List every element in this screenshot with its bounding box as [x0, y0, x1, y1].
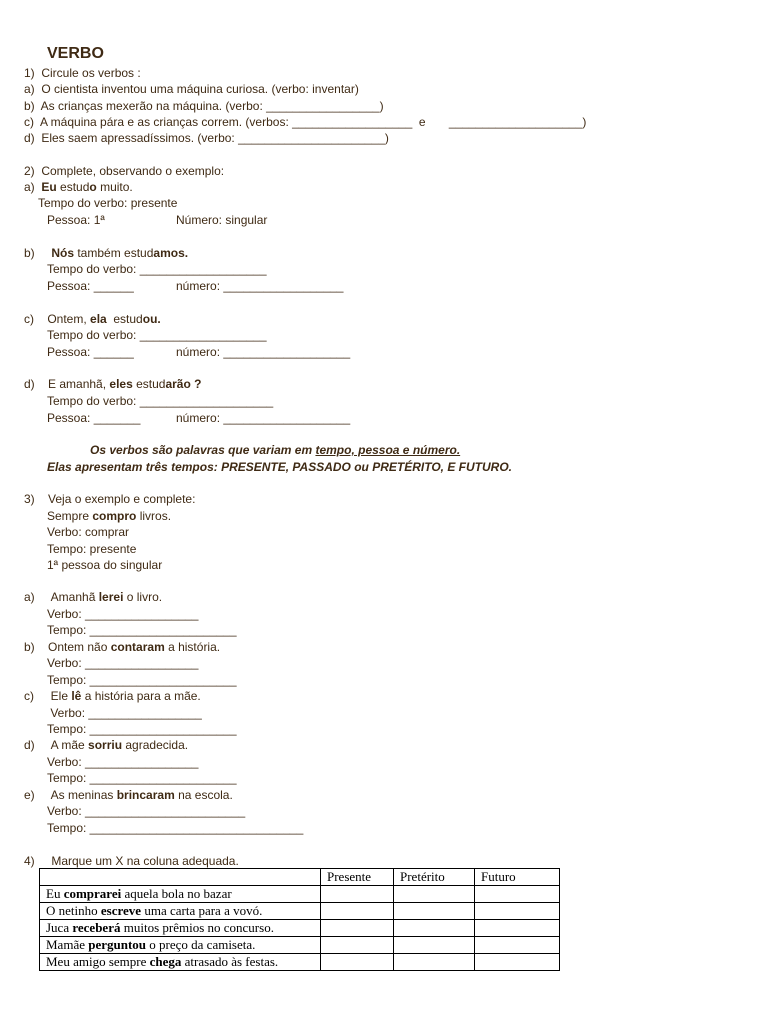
- q3-example-pessoa: 1ª pessoa do singular: [47, 558, 163, 572]
- q2-c-pessoa: Pessoa: ______: [47, 345, 134, 359]
- q1-item-d: d) Eles saem apressadíssimos. (verbo: ______________________): [24, 131, 389, 145]
- presente-cell[interactable]: [321, 954, 394, 971]
- q3-item-e: e) As meninas brincaram na escola.: [24, 788, 233, 802]
- q2-b-pessoa: Pessoa: ______: [47, 279, 134, 293]
- q4-prompt: 4) Marque um X na coluna adequada.: [24, 854, 239, 868]
- q3-c-tempo: Tempo: ______________________: [47, 722, 237, 736]
- q2-d-pessoa: Pessoa: _______: [47, 411, 141, 425]
- header-sentence: [40, 869, 321, 886]
- q3-e-tempo: Tempo: ________________________________: [47, 821, 304, 835]
- q3-a-verbo: Verbo: _________________: [47, 607, 199, 621]
- q3-d-tempo: Tempo: ______________________: [47, 771, 237, 785]
- q3-b-verbo: Verbo: _________________: [47, 656, 199, 670]
- presente-cell[interactable]: [321, 937, 394, 954]
- q2-d-tempo: Tempo do verbo: ____________________: [47, 394, 274, 408]
- header-futuro: Futuro: [475, 869, 560, 886]
- q3-item-c: c) Ele lê a história para a mãe.: [24, 689, 201, 703]
- futuro-cell[interactable]: [475, 954, 560, 971]
- table-row: [40, 920, 560, 937]
- q2-c-tempo: Tempo do verbo: ___________________: [47, 328, 267, 342]
- q1-prompt: 1) Circule os verbos :: [24, 66, 141, 80]
- q3-d-verbo: Verbo: _________________: [47, 755, 199, 769]
- q3-example-verbo: Verbo: comprar: [47, 525, 130, 539]
- q2-item-d: d) E amanhã, eles estudarão ?: [24, 377, 202, 391]
- q3-example: Sempre compro livros.: [47, 509, 172, 523]
- q2-d-numero: número: ___________________: [176, 411, 351, 425]
- page-title: VERBO: [47, 45, 104, 62]
- q3-e-verbo: Verbo: ________________________: [47, 804, 246, 818]
- q2-a-tempo: Tempo do verbo: presente: [38, 196, 178, 210]
- q1-item-c: c) A máquina pára e as crianças correm. (verbos: __________________ e ____________________): [24, 115, 587, 129]
- q2-c-numero: número: ___________________: [176, 345, 351, 359]
- q2-a-numero: Número: singular: [176, 213, 268, 227]
- preterito-cell[interactable]: [394, 954, 475, 971]
- header-preterito: Pretérito: [394, 869, 475, 886]
- futuro-cell[interactable]: [475, 920, 560, 937]
- table-header-row: [40, 869, 560, 886]
- q3-a-tempo: Tempo: ______________________: [47, 623, 237, 637]
- sentence-cell: Mamãe perguntou o preço da camiseta.: [40, 937, 321, 954]
- q3-c-verbo: Verbo: _________________: [47, 706, 202, 720]
- q2-item-a: a) Eu estudo muito.: [24, 180, 133, 194]
- q3-item-b: b) Ontem não contaram a história.: [24, 640, 221, 654]
- sentence-cell: Meu amigo sempre chega atrasado às festas.: [40, 954, 321, 971]
- q3-item-a: a) Amanhã lerei o livro.: [24, 590, 163, 604]
- futuro-cell[interactable]: [475, 886, 560, 903]
- preterito-cell[interactable]: [394, 937, 475, 954]
- q3-prompt: 3) Veja o exemplo e complete:: [24, 492, 196, 506]
- futuro-cell[interactable]: [475, 903, 560, 920]
- table-row: [40, 937, 560, 954]
- presente-cell[interactable]: [321, 903, 394, 920]
- sentence-cell: O netinho escreve uma carta para a vovó.: [40, 903, 321, 920]
- q1-item-a: a) O cientista inventou uma máquina curiosa. (verbo: inventar): [24, 82, 359, 96]
- futuro-cell[interactable]: [475, 937, 560, 954]
- q2-b-numero: número: __________________: [176, 279, 344, 293]
- tense-table: [39, 868, 560, 971]
- table-row: [40, 886, 560, 903]
- q3-item-d: d) A mãe sorriu agradecida.: [24, 738, 189, 752]
- note-line-1: Os verbos são palavras que variam em tempo, pessoa e número.: [90, 443, 461, 457]
- q3-example-tempo: Tempo: presente: [47, 542, 137, 556]
- header-presente: Presente: [321, 869, 394, 886]
- q2-item-b: b) Nós também estudamos.: [24, 246, 189, 260]
- sentence-cell: Eu comprarei aquela bola no bazar: [40, 886, 321, 903]
- preterito-cell[interactable]: [394, 886, 475, 903]
- q2-prompt: 2) Complete, observando o exemplo:: [24, 164, 225, 178]
- presente-cell[interactable]: [321, 886, 394, 903]
- presente-cell[interactable]: [321, 920, 394, 937]
- sentence-cell: Juca receberá muitos prêmios no concurso.: [40, 920, 321, 937]
- note-line-2: Elas apresentam três tempos: PRESENTE, PASSADO ou PRETÉRITO, E FUTURO.: [47, 460, 512, 474]
- q2-a-pessoa: Pessoa: 1ª: [47, 213, 105, 227]
- preterito-cell[interactable]: [394, 903, 475, 920]
- table-row: [40, 903, 560, 920]
- preterito-cell[interactable]: [394, 920, 475, 937]
- q2-b-tempo: Tempo do verbo: ___________________: [47, 262, 267, 276]
- table-row: [40, 954, 560, 971]
- q3-b-tempo: Tempo: ______________________: [47, 673, 237, 687]
- q2-item-c: c) Ontem, ela estudou.: [24, 312, 161, 326]
- q1-item-b: b) As crianças mexerão na máquina. (verbo: _________________): [24, 99, 384, 113]
